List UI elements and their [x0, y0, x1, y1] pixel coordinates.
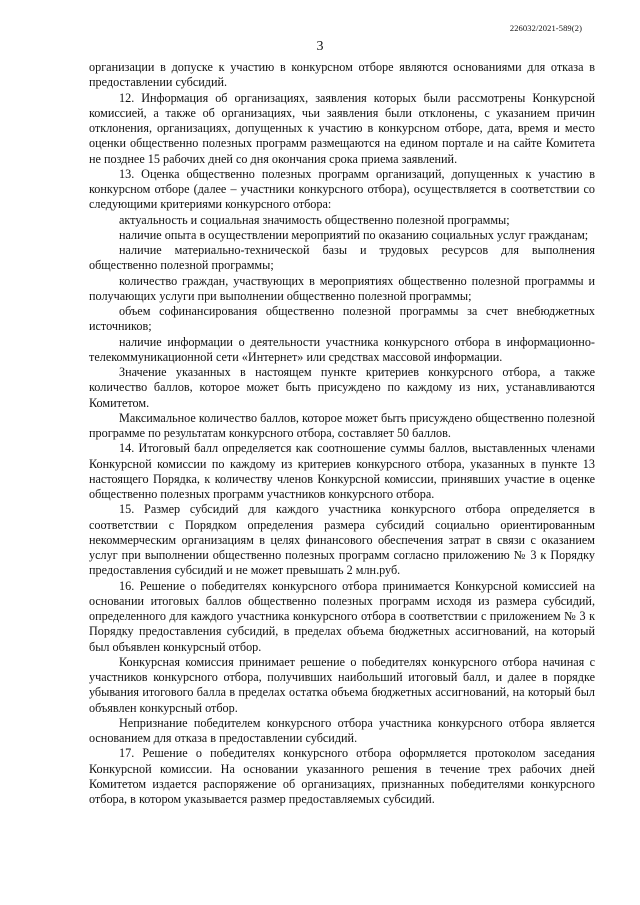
paragraph-15: 15. Размер субсидий для каждого участника конкурсного отбора определяется в соответствии с Порядком определения размера субсидий социально ориентированным некоммерческим организациям в целях финансового обеспечения затрат в связи с оказанием услуг при выполнении общественно полезных программ согласно приложению № 3 к Порядку предоставления субсидий и не может превышать 2 млн.руб. — [89, 502, 595, 578]
paragraph-commission-decision: Конкурсная комиссия принимает решение о победителях конкурсного отбора начиная с участников конкурсного отбора, получивших наибольший итоговый балл, и далее в порядке убывания итогового балла в пределах остатка объема бюджетных ассигнований, на который был объявлен конкурсный отбор. — [89, 654, 595, 715]
page-number: 3 — [316, 39, 324, 54]
paragraph-16: 16. Решение о победителях конкурсного отбора принимается Конкурсной комиссией на основании итоговых баллов общественно полезных программ исходя из размера субсидий, определенного для каждого участника конкурсного отбора в соответствии с приложением № 3 к Порядку предоставления субсидий, в пределах объема бюджетных ассигнований, на который был объявлен конкурсный отбор. — [89, 578, 595, 654]
paragraph-12: 12. Информация об организациях, заявления которых были рассмотрены Конкурсной комиссией, а также об организациях, чьи заявления были отклонены, с указанием причин отклонения, организациях, допущенных к участию в конкурсном отборе, дата, время и место оценки общественно полезных программ размещаются на едином портале и на сайте Комитета не позднее 15 рабочих дней со дня окончания срока приема заявлений. — [89, 90, 595, 166]
criterion-cofinancing: объем софинансирования общественно полезной программы за счет внебюджетных источников; — [89, 304, 595, 334]
document-code: 226032/2021-589(2) — [509, 23, 582, 33]
paragraph-13: 13. Оценка общественно полезных программ организаций, допущенных к участию в конкурсном отборе (далее – участники конкурсного отбора), осуществляется в соответствии со следующими критериями конкурсного отбора: — [89, 166, 595, 212]
paragraph-14: 14. Итоговый балл определяется как соотношение суммы баллов, выставленных членами Конкурсной комиссии по каждому из критериев конкурсного отбора, указанных в пункте 13 настоящего Порядка, к количеству членов Конкурсной комиссии, принявших участие в оценке общественно полезных программ участников конкурсного отбора. — [89, 441, 595, 501]
criterion-participants: количество граждан, участвующих в мероприятиях общественно полезной программы и получающих услуги при выполнении общественно полезной программы; — [89, 273, 595, 303]
paragraph-non-recognition: Непризнание победителем конкурсного отбора участника конкурсного отбора является основанием для отказа в предоставлении субсидий. — [89, 715, 595, 745]
criterion-information: наличие информации о деятельности участника конкурсного отбора в информационно-телекоммуникационной сети «Интернет» или средствах массовой информации. — [89, 334, 595, 364]
criterion-resources: наличие материально-технической базы и трудовых ресурсов для выполнения общественно полезной программы; — [89, 243, 595, 273]
criterion-relevance: актуальность и социальная значимость общественно полезной программы; — [119, 212, 510, 227]
paragraph-17: 17. Решение о победителях конкурсного отбора оформляется протоколом заседания Конкурсной комиссии. На основании указанного решения в течение трех рабочих дней Комитетом издается распоряжение об организациях, признанных победителями конкурсного отбора, в котором указывается размер предоставляемых субсидий. — [89, 746, 595, 806]
paragraph-max-score: Максимальное количество баллов, которое может быть присуждено общественно полезной программе по результатам конкурсного отбора, составляет 50 баллов. — [89, 410, 595, 440]
document-body — [89, 60, 595, 807]
paragraph-continuation: организации в допуске к участию в конкурсном отборе являются основаниями для отказа в предоставлении субсидий. — [89, 60, 595, 90]
criterion-experience: наличие опыта в осуществлении мероприятий по оказанию социальных услуг гражданам; — [119, 227, 589, 242]
paragraph-criteria-values: Значение указанных в настоящем пункте критериев конкурсного отбора, а также количество баллов, которое может быть присуждено по каждому из них, устанавливаются Комитетом. — [89, 365, 595, 410]
